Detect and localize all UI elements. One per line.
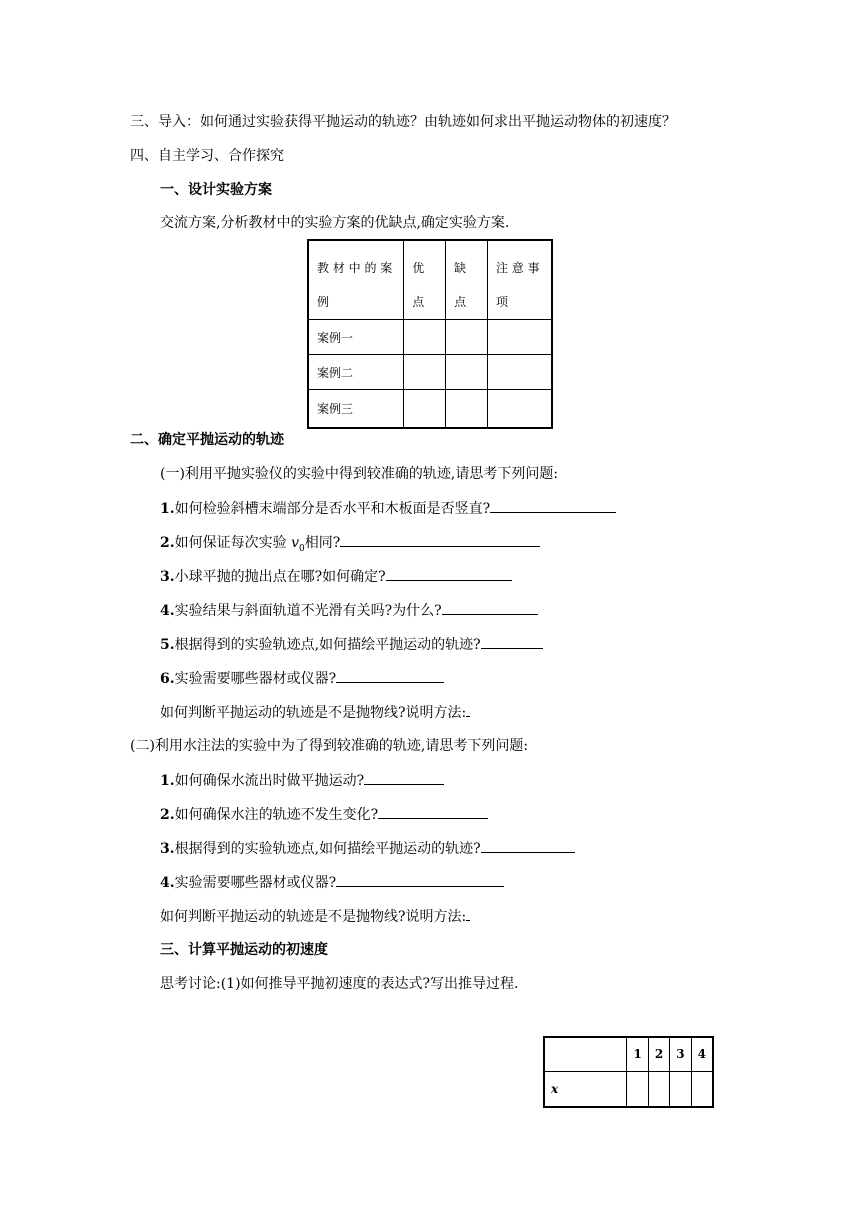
table-row-label: 案例三: [308, 390, 404, 428]
answer-blank[interactable]: [340, 532, 540, 547]
table-cell: [404, 390, 446, 428]
question-1: 1.如何检验斜槽末端部分是否水平和木板面是否竖直?: [160, 498, 616, 519]
question-5: 5.根据得到的实验轨迹点,如何描绘平抛运动的轨迹?: [160, 634, 543, 655]
answer-blank[interactable]: [336, 668, 444, 683]
table-cell: [627, 1071, 648, 1107]
answer-blank[interactable]: [386, 566, 512, 581]
table-cell: [446, 355, 488, 390]
subheading-trajectory: 二、确定平抛运动的轨迹: [130, 432, 284, 448]
answer-blank[interactable]: [490, 498, 616, 513]
table-cell: [691, 1071, 713, 1107]
answer-blank[interactable]: [481, 634, 543, 649]
scheme-table: [307, 239, 553, 429]
answer-blank[interactable]: [481, 838, 575, 853]
table-cell: [488, 390, 553, 428]
table-header: [544, 1037, 627, 1071]
data-table: [543, 1036, 714, 1108]
table-header: 优 点: [404, 240, 446, 320]
question-2: 2.如何保证每次实验 $v_0$相同?: [160, 532, 540, 559]
design-text: 交流方案,分析教材中的实验方案的优缺点,确定实验方案.: [160, 215, 510, 231]
table-cell: [488, 355, 553, 390]
water-question-4: 4.实验需要哪些器材或仪器?: [160, 872, 504, 893]
table-row-label: 案例一: [308, 320, 404, 355]
question-3: 3.小球平抛的抛出点在哪?如何确定?: [160, 566, 512, 587]
question-4: 4.实验结果与斜面轨道不光滑有关吗?为什么?: [160, 600, 538, 621]
answer-blank[interactable]: [336, 872, 504, 887]
intro-line: 三、导入：如何通过实验获得平抛运动的轨迹？由轨迹如何求出平抛运动物体的初速度？: [130, 114, 676, 130]
table-cell: [404, 320, 446, 355]
table-cell: [446, 320, 488, 355]
judge-parabola-2: 如何判断平抛运动的轨迹是不是抛物线?说明方法:: [160, 906, 470, 927]
table-header: 缺 点: [446, 240, 488, 320]
table-cell: [404, 355, 446, 390]
subheading-design: 一、设计实验方案: [160, 182, 272, 198]
table-cell: [670, 1071, 691, 1107]
water-question-2: 2.如何确保水注的轨迹不发生变化?: [160, 804, 488, 825]
section-heading-4: 四、自主学习、合作探究: [130, 148, 284, 164]
table-header: 3: [670, 1037, 691, 1071]
water-question-3: 3.根据得到的实验轨迹点,如何描绘平抛运动的轨迹?: [160, 838, 575, 859]
answer-blank[interactable]: [466, 702, 470, 717]
water-question-1: 1.如何确保水流出时做平抛运动?: [160, 770, 444, 791]
answer-blank[interactable]: [378, 804, 488, 819]
table-cell: [488, 320, 553, 355]
table-header: 注 意 事 项: [488, 240, 553, 320]
part2-intro: (二)利用水注法的实验中为了得到较准确的轨迹,请思考下列问题:: [130, 738, 529, 754]
answer-blank[interactable]: [442, 600, 538, 615]
table-header: 1: [627, 1037, 648, 1071]
table-row-label: x: [544, 1071, 627, 1107]
subheading-initial-velocity: 三、计算平抛运动的初速度: [160, 942, 328, 958]
judge-parabola-1: 如何判断平抛运动的轨迹是不是抛物线?说明方法:: [160, 702, 470, 723]
part1-intro: (一)利用平抛实验仪的实验中得到较准确的轨迹,请思考下列问题:: [160, 466, 559, 482]
answer-blank[interactable]: [466, 906, 470, 921]
question-6: 6.实验需要哪些器材或仪器?: [160, 668, 444, 689]
table-header: 教 材 中 的 案 例: [308, 240, 404, 320]
table-cell: [446, 390, 488, 428]
table-header: 2: [648, 1037, 669, 1071]
discussion-text: 思考讨论:(1)如何推导平抛初速度的表达式?写出推导过程.: [160, 976, 519, 992]
answer-blank[interactable]: [364, 770, 444, 785]
table-row-label: 案例二: [308, 355, 404, 390]
table-header: 4: [691, 1037, 713, 1071]
table-cell: [648, 1071, 669, 1107]
